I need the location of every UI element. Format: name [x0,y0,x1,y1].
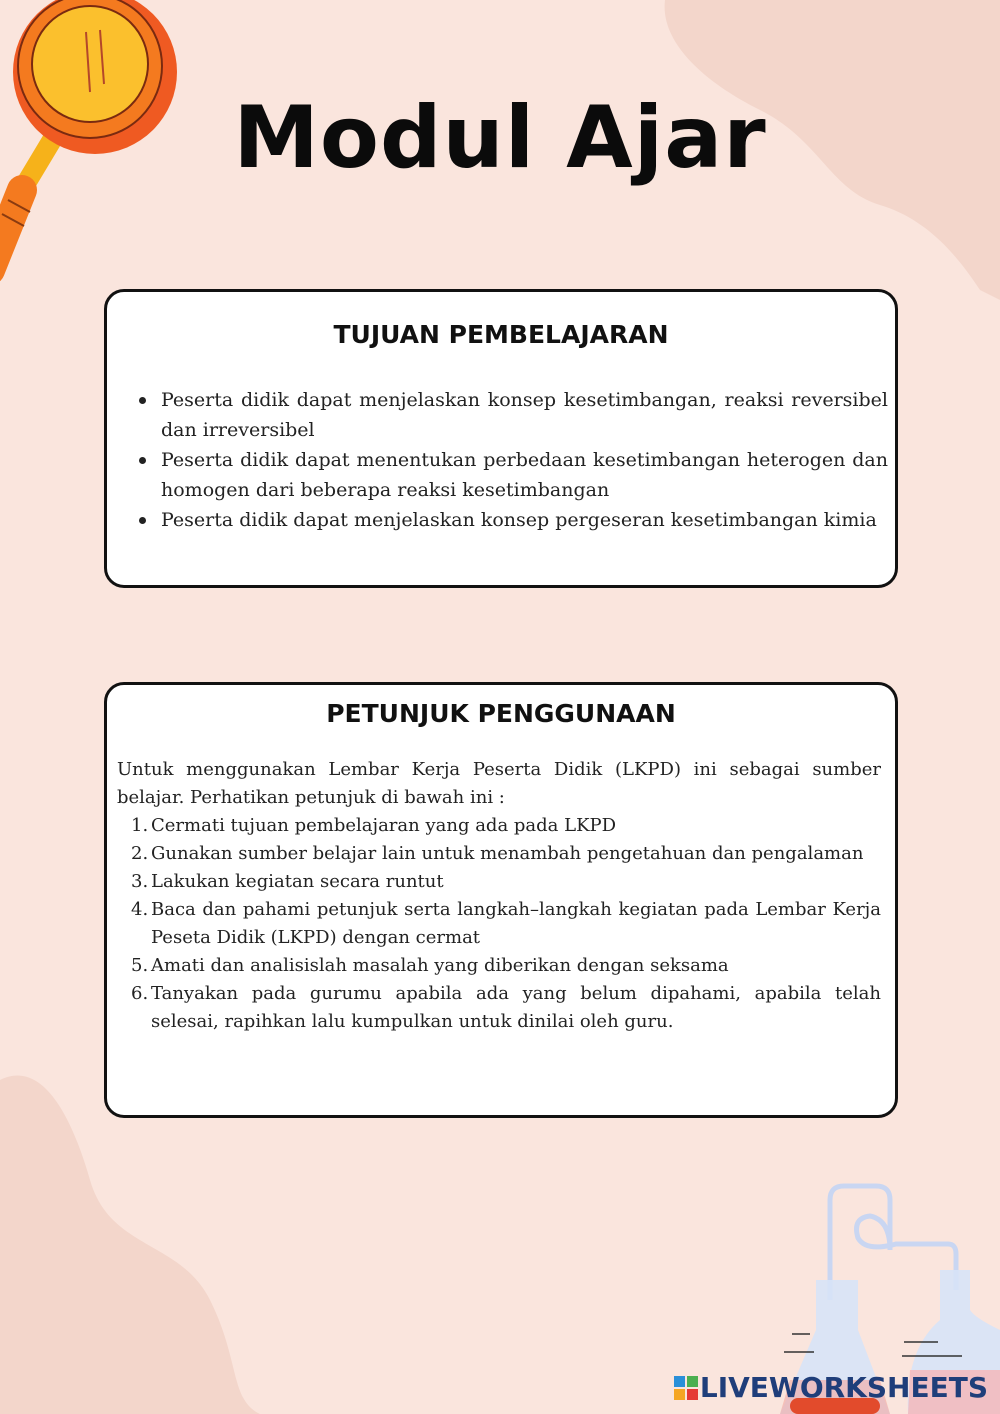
step-number: 6. [131,983,149,1004]
list-item [131,840,881,868]
learning-objectives-card [104,289,898,588]
usage-instructions-list [107,812,881,1036]
learning-objectives-list [107,385,888,535]
step-text: Baca dan pahami petunjuk serta langkah–langkah kegiatan pada Lembar Kerja Peseta Didik (LKPD) dengan cermat [151,899,881,948]
step-number: 1. [131,815,149,836]
list-item [131,896,881,952]
list-item [131,952,881,980]
usage-instructions-intro: Untuk menggunakan Lembar Kerja Peserta Didik (LKPD) ini sebagai sumber belajar. Perhatikan petunjuk di bawah ini : [117,759,881,808]
step-text: Lakukan kegiatan secara runtut [151,871,444,892]
step-number: 3. [131,871,149,892]
list-item: Peserta didik dapat menjelaskan konsep kesetimbangan, reaksi reversibel dan irreversibel [161,385,888,445]
step-text: Cermati tujuan pembelajaran yang ada pada LKPD [151,815,617,836]
step-number: 5. [131,955,149,976]
liveworksheets-watermark[interactable] [674,1371,988,1404]
page-title: Modul Ajar [233,88,767,188]
list-item: Peserta didik dapat menentukan perbedaan kesetimbangan heterogen dan homogen dari beberapa reaksi kesetimbangan [161,445,888,505]
brand-text: LIVEWORKSHEETS [699,1371,988,1404]
step-text: Tanyakan pada gurumu apabila ada yang belum dipahami, apabila telah selesai, rapihkan lalu kumpulkan untuk dinilai oleh guru. [151,983,881,1032]
list-item [131,812,881,840]
step-number: 4. [131,899,149,920]
list-item [131,868,881,896]
learning-objectives-heading: TUJUAN PEMBELAJARAN [333,320,669,349]
list-item [131,980,881,1036]
step-text: Gunakan sumber belajar lain untuk menambah pengetahuan dan pengalaman [151,843,864,864]
list-item: Peserta didik dapat menjelaskan konsep pergeseran kesetimbangan kimia [161,505,888,535]
liveworksheets-logo-icon [674,1376,698,1400]
usage-instructions-heading: PETUNJUK PENGGUNAAN [326,699,676,728]
step-text: Amati dan analisislah masalah yang diberikan dengan seksama [151,955,729,976]
usage-instructions-card [104,682,898,1118]
step-number: 2. [131,843,149,864]
